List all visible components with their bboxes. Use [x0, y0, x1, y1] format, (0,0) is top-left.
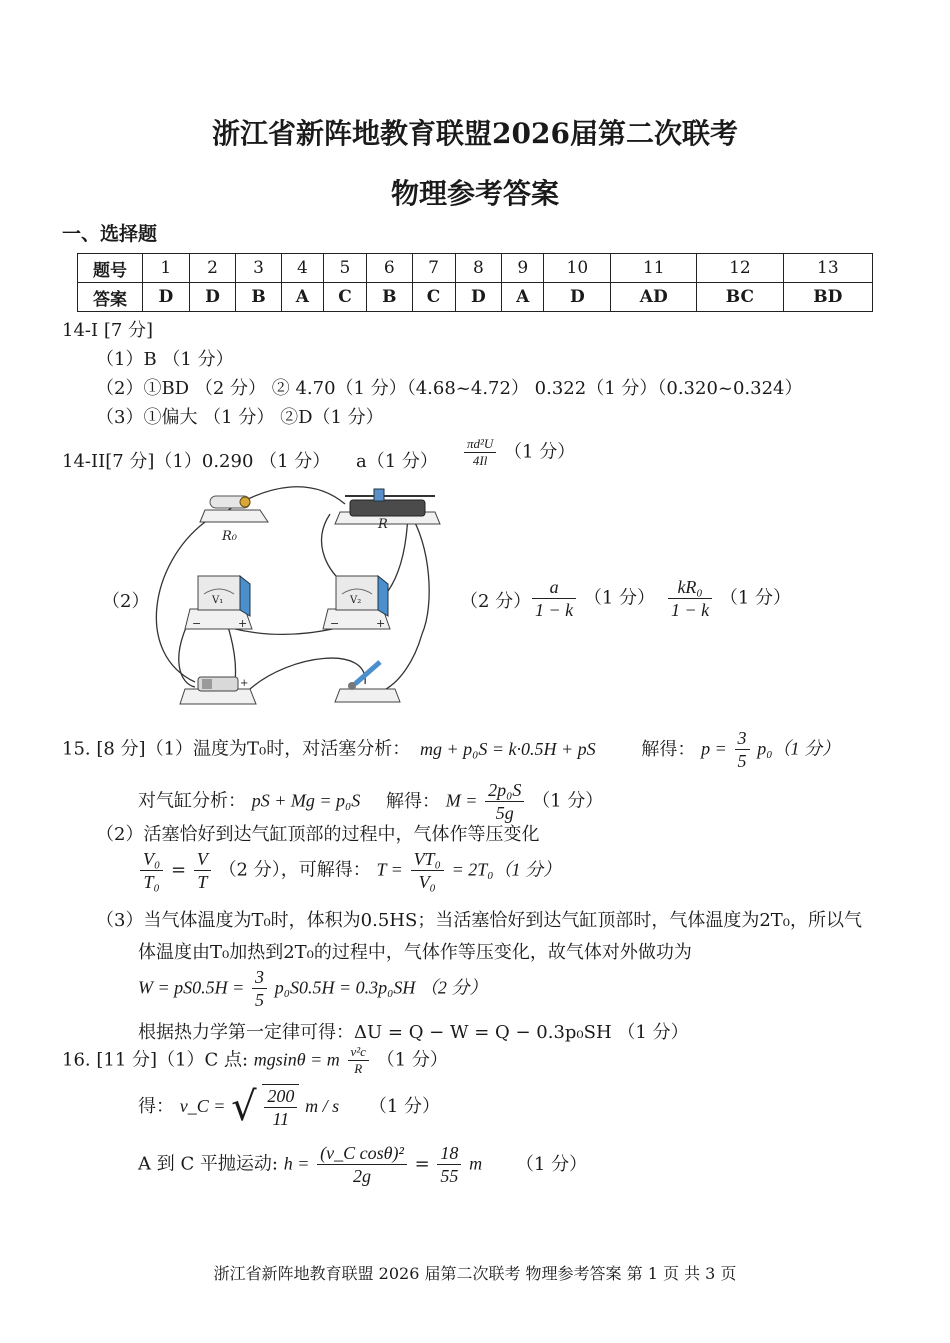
q14ii-part2-score: （2 分）	[460, 591, 532, 612]
q16-line-1	[62, 1044, 448, 1077]
table-cell: D	[143, 283, 190, 312]
fraction-numerator: 3	[735, 727, 750, 750]
q15-line-6: 体温度由T₀加热到2T₀的过程中，气体作等压变化，故气体对外做功为	[138, 942, 692, 963]
q15-line-8: 根据热力学第一定律可得：ΔU = Q − W = Q − 0.3p₀SH （1 分）	[138, 1022, 689, 1043]
q14ii-fraction-b	[666, 576, 791, 621]
table-cell: 9	[502, 254, 544, 283]
q14i-heading: 14-I [7 分]	[62, 320, 154, 341]
table-row	[78, 254, 873, 283]
table-cell: 6	[366, 254, 412, 283]
score: p₀（1 分）	[757, 738, 841, 759]
score: （1 分）	[504, 441, 576, 463]
v2-label: V₂	[350, 595, 362, 606]
solve-label: 解得：	[641, 738, 696, 760]
table-cell: B	[236, 283, 282, 312]
table-cell: B	[366, 283, 412, 312]
table-cell: 4	[281, 254, 323, 283]
fraction-denominator: 5	[737, 751, 747, 771]
table-cell: 2	[189, 254, 236, 283]
minus-terminal: −	[192, 617, 202, 630]
radical-sign: √	[231, 1084, 257, 1130]
fraction	[532, 576, 576, 621]
fraction-numerator: V₀	[140, 848, 163, 871]
label: 得：	[138, 1096, 174, 1117]
fraction	[411, 848, 444, 893]
q16-line-2	[138, 1084, 440, 1130]
table-cell: 13	[783, 254, 872, 283]
table-cell: 12	[697, 254, 784, 283]
score: （1 分）	[515, 1153, 588, 1175]
fraction-numerator: πd²U	[464, 436, 496, 453]
equation: p₀S0.5H = 0.3p₀SH （2 分）	[274, 977, 488, 998]
minus-terminal: −	[330, 617, 340, 630]
fraction	[317, 1142, 407, 1187]
table-cell: 5	[323, 254, 366, 283]
equation: mg + p₀S = k·0.5H + pS	[419, 738, 596, 759]
q14ii-heading: 14-II[7 分]（1）0.290 （1 分）	[62, 451, 331, 472]
q16-intro: 16. [11 分]（1）C 点:	[62, 1049, 249, 1071]
fraction	[194, 848, 211, 893]
q14ii-a: a（1 分）	[356, 451, 438, 472]
fraction-denominator: 1 − k	[535, 600, 574, 620]
circuit-diagram	[140, 484, 445, 710]
page-footer: 浙江省新阵地教育联盟 2026 届第二次联考 物理参考答案 第 1 页 共 3 页	[213, 1264, 737, 1283]
table-cell: A	[502, 283, 544, 312]
equals: =	[171, 859, 187, 881]
table-row	[78, 283, 873, 312]
score: （1 分）	[583, 587, 656, 609]
fraction-numerator: 2p₀S	[485, 779, 524, 802]
fraction-numerator: (v_C cosθ)²	[317, 1142, 407, 1165]
voltmeter-v1	[185, 576, 252, 630]
label: A 到 C 平抛运动:	[138, 1153, 279, 1175]
fraction-numerator: VT₀	[411, 848, 444, 871]
fraction	[140, 848, 163, 893]
fraction-numerator: 200	[264, 1085, 297, 1108]
fraction	[348, 1044, 369, 1077]
fraction-numerator: 18	[437, 1142, 461, 1165]
page-subtitle: 物理参考答案	[390, 177, 559, 210]
equation: pS + Mg = p₀S	[251, 790, 361, 811]
fraction-numerator: V	[194, 848, 211, 871]
q15-intro: 15. [8 分]（1）温度为T₀时，对活塞分析：	[62, 738, 411, 760]
voltmeter-v2	[323, 576, 390, 630]
fraction-denominator: 5	[255, 990, 265, 1010]
plus-terminal: +	[376, 617, 386, 630]
equation: = 2T₀（1 分）	[451, 859, 561, 880]
table-cell: 11	[611, 254, 697, 283]
text: （2 分），可解得：	[218, 859, 371, 881]
fraction	[485, 779, 524, 824]
q15-line-1	[62, 727, 840, 772]
header-label: 题号	[78, 254, 143, 283]
fraction-denominator: 1 − k	[671, 600, 710, 620]
table-cell: 3	[236, 254, 282, 283]
fraction	[668, 576, 712, 621]
answer-label: 答案	[78, 283, 143, 312]
table-cell: D	[544, 283, 611, 312]
fraction	[735, 727, 750, 772]
page-title: 浙江省新阵地教育联盟2026届第二次联考	[212, 117, 738, 150]
fraction-numerator: kR₀	[668, 576, 712, 599]
fraction-numerator: v²c	[348, 1044, 369, 1061]
v1-label: V₁	[212, 595, 224, 606]
equation: M =	[445, 790, 478, 811]
q16-line-3	[138, 1142, 587, 1187]
score: （1 分）	[368, 1096, 441, 1117]
table-cell: BD	[783, 283, 872, 312]
section-heading: 一、选择题	[62, 223, 158, 245]
equation: mgsinθ = m	[253, 1049, 340, 1070]
fraction-denominator: R	[354, 1061, 363, 1076]
r0-label: R₀	[222, 529, 237, 544]
fraction-denominator: V₀	[418, 872, 436, 892]
q15-line-4	[138, 848, 561, 893]
table-cell: 8	[455, 254, 502, 283]
table-cell: BC	[697, 283, 784, 312]
fraction-denominator: 11	[272, 1109, 290, 1129]
equals: =	[414, 1153, 430, 1175]
q15-line-3: （2）活塞恰好到达气缸顶部的过程中，气体作等压变化	[96, 824, 540, 845]
table-cell: A	[281, 283, 323, 312]
table-cell: D	[455, 283, 502, 312]
q15-line-2	[138, 779, 603, 824]
score: （1 分）	[532, 790, 604, 812]
q14i-line-1: （1）B （1 分）	[96, 349, 234, 370]
q14i-line-3: （3）①偏大 （1 分） ②D（1 分）	[96, 407, 384, 428]
answer-table	[77, 253, 873, 312]
q15-line-7	[138, 966, 487, 1011]
fraction-numerator: a	[532, 576, 576, 599]
equation: v_C =	[179, 1096, 226, 1116]
table-cell: C	[323, 283, 366, 312]
resistor-r0	[200, 496, 268, 544]
table-cell: 10	[544, 254, 611, 283]
fraction-denominator: 55	[440, 1166, 459, 1186]
battery	[180, 677, 256, 704]
unit: m / s	[305, 1096, 340, 1116]
table-cell: 1	[143, 254, 190, 283]
fraction	[252, 966, 267, 1011]
fraction-numerator: 3	[252, 966, 267, 989]
fraction	[437, 1142, 461, 1187]
score: （1 分）	[719, 587, 792, 609]
equation: T =	[376, 859, 403, 880]
unit: m	[469, 1153, 483, 1174]
fraction-denominator: T	[197, 872, 208, 892]
equation: h =	[283, 1153, 310, 1174]
rheostat-r	[335, 489, 440, 532]
table-cell: D	[189, 283, 236, 312]
fraction-denominator: 4Il	[472, 453, 488, 468]
table-cell: 7	[412, 254, 455, 283]
q14ii-formula	[462, 436, 575, 469]
fraction-denominator: 2g	[353, 1166, 371, 1186]
equation: W = pS0.5H =	[138, 977, 245, 998]
solve-label: 解得：	[386, 790, 441, 812]
score: （1 分）	[376, 1049, 448, 1071]
q15-line-5: （3）当气体温度为T₀时，体积为0.5HS；当活塞恰好到达气缸顶部时，气体温度为2T₀，所以气	[96, 910, 862, 931]
fraction-denominator: T₀	[143, 872, 160, 892]
q14ii-part2: （2）	[102, 591, 150, 612]
q14ii-fraction-a	[530, 576, 655, 621]
square-root	[231, 1084, 299, 1130]
fraction	[264, 1085, 297, 1130]
label: 对气缸分析：	[138, 790, 246, 812]
equation: p =	[701, 738, 727, 759]
fraction-denominator: 5g	[495, 803, 514, 823]
table-cell: AD	[611, 283, 697, 312]
table-cell: C	[412, 283, 455, 312]
switch	[335, 662, 400, 702]
plus-terminal: +	[240, 678, 249, 689]
plus-terminal: +	[238, 617, 248, 630]
fraction	[464, 436, 496, 469]
r-label: R	[378, 517, 388, 532]
q14i-line-2: （2）①BD （2 分） ② 4.70（1 分）（4.68~4.72） 0.322（1 分）（0.320~0.324）	[96, 378, 803, 399]
